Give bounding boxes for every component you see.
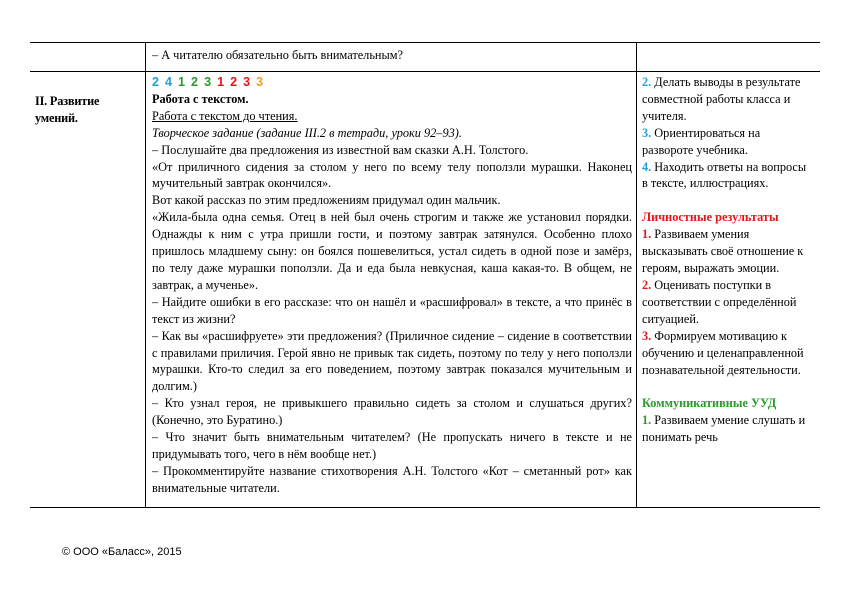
communicative-results-list xyxy=(642,412,810,446)
result-item xyxy=(642,277,810,328)
communicative-heading: Коммуникативные УУД xyxy=(642,396,777,411)
result-item-number: 1. xyxy=(642,413,655,428)
competency-number: 2 xyxy=(152,75,160,89)
paragraph-5: – Найдите ошибки в его рассказе: что он нашёл и «расшифровал» в тексте, а что принёс в текст из жизни? xyxy=(152,294,632,326)
copyright-footer: © ООО «Баласс», 2015 xyxy=(62,546,182,558)
competency-number: 2 xyxy=(230,75,238,89)
spacer xyxy=(642,378,810,395)
result-item-number: 4. xyxy=(642,159,655,174)
column-divider-left xyxy=(145,43,146,507)
personal-results-list xyxy=(642,226,810,378)
result-item-number: 3. xyxy=(642,125,655,140)
competency-number: 3 xyxy=(243,75,251,89)
row-top-middle-cell xyxy=(152,47,632,64)
competency-number: 3 xyxy=(256,75,264,89)
column-divider-right xyxy=(636,43,637,507)
paragraph-6: – Как вы «расшифруете» эти предложения? (Приличное сидение – сидение в соответствии с правилами приличия. Герой явно не привык так сидеть, поэтому по телу у него поползли мурашки. Кто-то следил за его поведением, поэтому завтрак показался мучительным и долгим.) xyxy=(152,328,632,394)
regulatory-results-list xyxy=(642,74,810,192)
competency-numbers xyxy=(152,74,632,91)
result-item xyxy=(642,159,810,193)
stage-label-line1: II. Развитие xyxy=(35,94,100,108)
task-text: Творческое задание (задание III.2 в тетради, уроки 92–93). xyxy=(152,125,462,140)
result-item-number: 3. xyxy=(642,328,655,343)
result-item-text: Ориентироваться на развороте учебника. xyxy=(642,125,761,157)
result-item xyxy=(642,412,810,446)
result-item xyxy=(642,125,810,159)
stage-label xyxy=(35,93,141,127)
paragraph-3: Вот какой рассказ по этим предложениям придумал один мальчик. xyxy=(152,193,501,208)
result-item-text: Формируем мотивацию к обучению и целенаправленной познавательной деятельности. xyxy=(642,328,804,377)
paragraph-9: – Прокомментируйте название стихотворения А.Н. Толстого «Кот – сметанный рот» как внимательные читатели. xyxy=(152,463,632,495)
result-item xyxy=(642,74,810,125)
result-item-number: 2. xyxy=(642,75,655,89)
results-cell xyxy=(642,74,810,446)
result-item-text: Развиваем умение слушать и понимать речь xyxy=(642,413,806,445)
result-item-text: Делать выводы в результате совместной работы класса и учителя. xyxy=(642,75,801,123)
competency-number: 4 xyxy=(165,75,173,89)
result-item xyxy=(642,328,810,379)
paragraph-2: «От приличного сидения за столом у него по всему телу поползли мурашки. Наконец мучительный завтрак окончился». xyxy=(152,159,632,191)
result-item-text: Оценивать поступки в соответствии с определённой ситуацией. xyxy=(642,277,797,326)
result-item-number: 2. xyxy=(642,277,655,292)
personal-results-heading: Личностные результаты xyxy=(642,210,779,225)
paragraph-8: – Что значит быть внимательным читателем? (Не пропускать ничего в тексте и не придумывать того, чего в нём вообще нет.) xyxy=(152,430,632,461)
paragraph-4: «Жила-была одна семья. Отец в ней был очень строгим и также же установил порядки. Однажды к ним с утра пришли гости, и поэтому завтрак затянулся. Особенно плохо пришлось младшему сыну: он боялся пошевелиться, устал сидеть в одной позе и замёрз, по телу даже мурашки поползли. Да и еда была невкусная, каша какая-то. В общем, не завтрак, а мученье». xyxy=(152,210,632,292)
competency-number: 3 xyxy=(204,75,212,89)
paragraph-7: – Кто узнал героя, не привыкшего правильно сидеть за столом и слушаться других? (Конечно, это Буратино.) xyxy=(152,396,632,428)
result-item-text: Развиваем умения высказывать своё отношение к героям, выражать эмоции. xyxy=(642,227,804,276)
stage-label-line2: умений. xyxy=(35,110,78,125)
competency-number: 2 xyxy=(191,75,199,89)
lesson-table xyxy=(30,42,820,508)
question-text: – А читателю обязательно быть внимательным? xyxy=(152,48,404,62)
row-divider xyxy=(30,71,820,72)
middle-content-cell xyxy=(152,74,632,497)
spacer xyxy=(642,192,810,209)
competency-number: 1 xyxy=(217,75,225,89)
result-item xyxy=(642,226,810,277)
section-heading: Работа с текстом. xyxy=(152,91,249,106)
result-item-number: 1. xyxy=(642,227,655,242)
paragraph-1: – Послушайте два предложения из известной вам сказки А.Н. Толстого. xyxy=(152,142,529,157)
section-subheading: Работа с текстом до чтения. xyxy=(152,108,298,123)
competency-number: 1 xyxy=(178,75,186,89)
result-item-text: Находить ответы на вопросы в тексте, иллюстрациях. xyxy=(642,159,807,191)
